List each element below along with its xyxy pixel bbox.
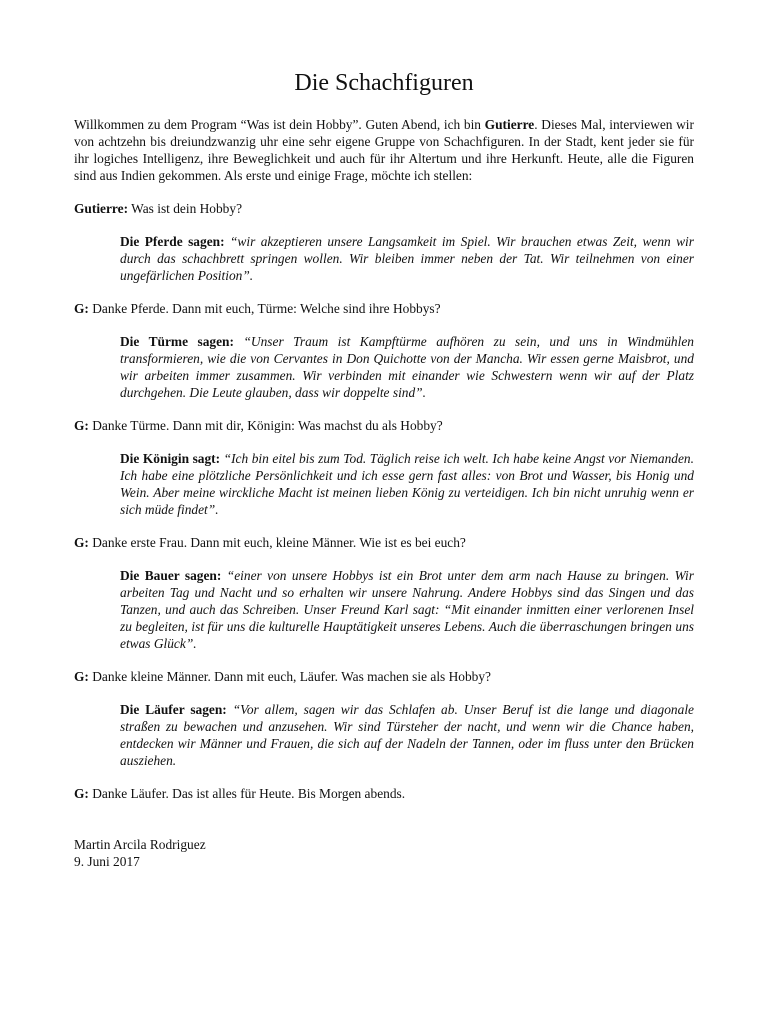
signature-block [74,836,694,870]
document-date: 9. Juni 2017 [74,854,140,869]
question-speaker: G: [74,418,89,433]
host-name: Gutierre [484,117,535,132]
question-text: Was ist dein Hobby? [128,201,243,216]
answer-speaker: Die Läufer sagen: [120,702,227,717]
answer-speaker: Die Pferde sagen: [120,234,225,249]
question-2 [74,300,694,317]
question-1 [74,200,694,217]
closing-speaker: G: [74,786,89,801]
answer-speaker: Die Königin sagt: [120,451,221,466]
answer-speaker: Die Türme sagen: [120,334,234,349]
answer-text: “Ich bin eitel bis zum Tod. Täglich reise ich welt. Ich habe keine Angst vor Niemanden. Ich habe eine plötzliche Persönlichkeit und ich esse gern fast alles: von Brot und Wasser, bis Honig und Wein. Aber meine wirckliche Macht ist meinen lieben König zu verteidigen. Ich bin nicht unruhig wenn er sich müde findet”. [120,451,694,517]
answer-text: “Vor allem, sagen wir das Schlafen ab. Unser Beruf ist die lange und diagonale straßen zu bewachen und anzusehen. Wir sind Türsteher der nacht, und wenn wir die Chance haben, entdecken wir Männer und Frauen, die sich auf der Nadeln der Tannen, oder im fluss unter den Brücken ausziehen. [120,702,694,768]
intro-text-2: . Dieses Mal, interviewen wir von achtzehn bis dreiundzwanzig uhr eine sehr eigene Gruppe von Schachfiguren. In der Stadt, kent jeder sie für ihr logiches Intelligenz, ihre Beweglichkeit und auch für ihr Altertum und ihre Herkunft. Heute, alle die Figuren sind aus Indien gekommen. Als erste und einige Frage, möchte ich stellen: [74,117,694,183]
question-speaker: G: [74,301,89,316]
intro-paragraph [74,116,694,184]
answer-5 [120,701,694,769]
question-text: Danke Pferde. Dann mit euch, Türme: Welche sind ihre Hobbys? [88,301,441,316]
answer-speaker: Die Bauer sagen: [120,568,222,583]
document-title: Die Schachfiguren [294,70,474,96]
question-5 [74,668,694,685]
question-4 [74,534,694,551]
answer-1 [120,233,694,284]
question-3 [74,417,694,434]
answer-text: “einer von unsere Hobbys ist ein Brot unter dem arm nach Hause zu bringen. Wir arbeiten Tag und Nacht und so erhalten wir unsere Nahrung. Andere Hobbys sind das Singen und das Tanzen, und auch das Schreiben. Unser Freund Karl sagt: “Mit einander inmitten einer verlorenen Insel zu begleiten, ist für uns die kulturelle Hauptätigkeit unseres Lebens. Auch die überraschungen bringen uns etwas Glück”. [120,568,694,651]
closing-line [74,785,694,802]
intro-text-1: Willkommen zu dem Program “Was ist dein Hobby”. Guten Abend, ich bin [74,117,485,132]
question-text: Danke Türme. Dann mit dir, Königin: Was machst du als Hobby? [88,418,443,433]
question-speaker: Gutierre: [74,201,129,216]
question-text: Danke kleine Männer. Dann mit euch, Läufer. Was machen sie als Hobby? [88,669,491,684]
answer-2 [120,333,694,401]
question-speaker: G: [74,669,89,684]
document-page [74,68,694,870]
answer-text: “wir akzeptieren unsere Langsamkeit im Spiel. Wir brauchen etwas Zeit, wenn wir durch das schachbrett springen wollen. Wir bleiben immer neben der Tat. Wir teilnehmen von einer ungefärlichen Position”. [120,234,694,283]
answer-4 [120,567,694,652]
answer-3 [120,450,694,518]
question-text: Danke erste Frau. Dann mit euch, kleine Männer. Wie ist es bei euch? [88,535,466,550]
answer-text: “Unser Traum ist Kampftürme aufhören zu sein, und uns in Windmühlen transformieren, wie die von Cervantes in Don Quichotte von der Mancha. Wir essen gerne Maisbrot, und wir arbeiten immer zusammen. Wir verbinden mit einander wie Schwestern wenn wir auf der Platz durchgehen. Die Leute glauben, dass wir doppelte sind”. [120,334,694,400]
closing-text: Danke Läufer. Das ist alles für Heute. Bis Morgen abends. [88,786,406,801]
question-speaker: G: [74,535,89,550]
author-name: Martin Arcila Rodriguez [74,837,206,852]
